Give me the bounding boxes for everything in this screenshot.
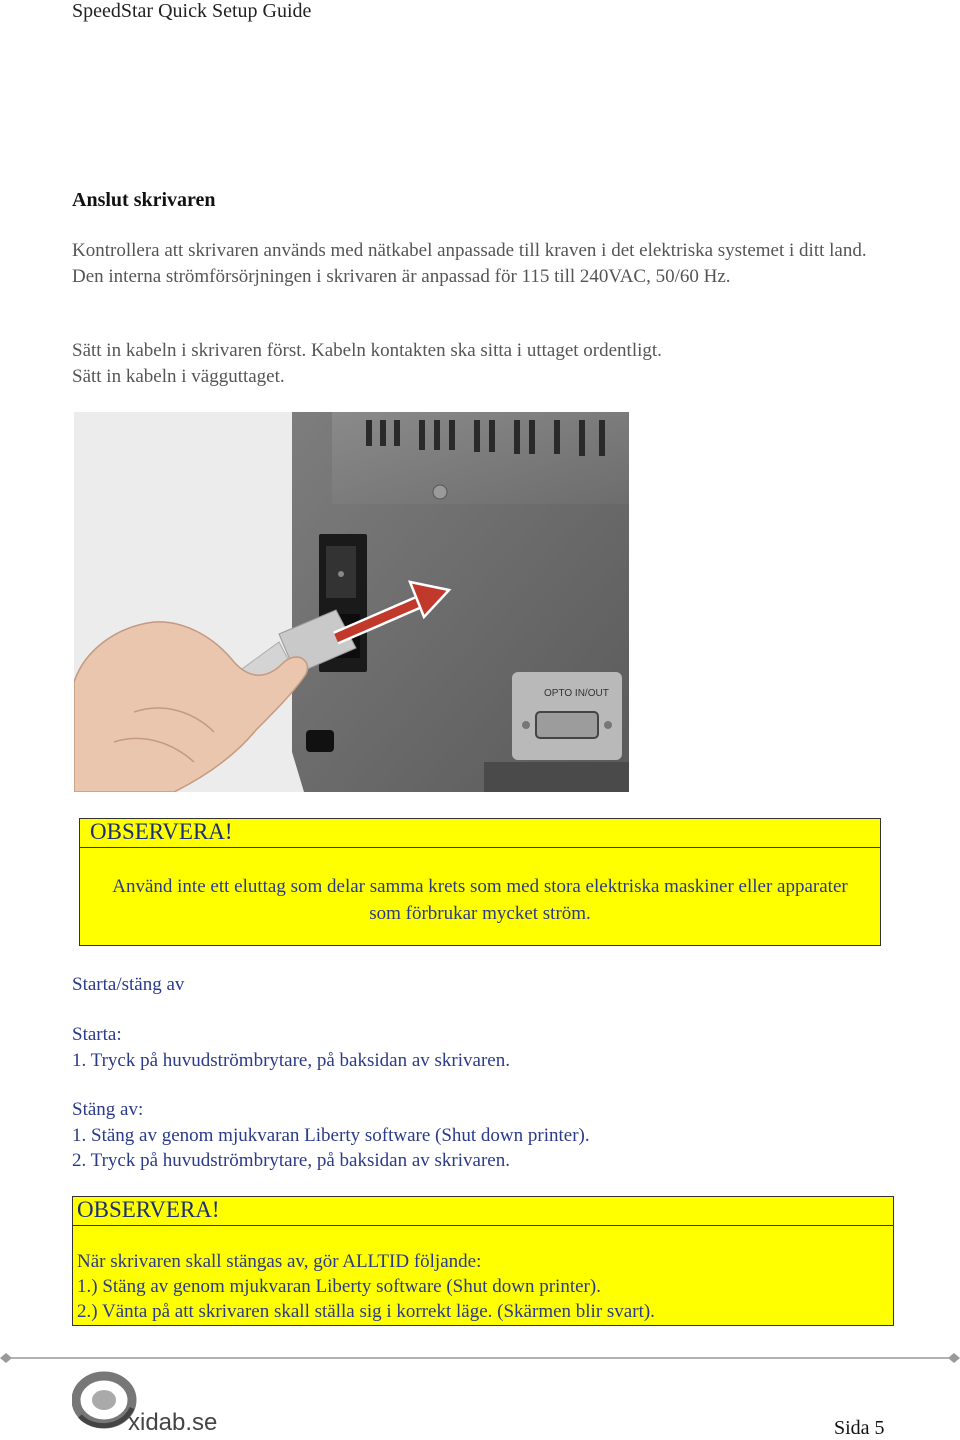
start-label: Starta: (72, 1024, 122, 1045)
warning-step: 1.) Stäng av genom mjukvaran Liberty software (Shut down printer). (77, 1276, 601, 1297)
page-number: Sida 5 (834, 1417, 885, 1439)
warning-step: 2.) Vänta på att skrivaren skall ställa sig i korrekt läge. (Skärmen blir svart). (77, 1301, 655, 1322)
xidab-logo (72, 1368, 222, 1434)
photo-illustration (74, 412, 629, 792)
document-header-title: SpeedStar Quick Setup Guide (72, 0, 312, 22)
warning-title: OBSERVERA! (90, 819, 233, 844)
warning-box-shutdown (72, 1196, 894, 1326)
connector-label: OPTO IN/OUT (544, 688, 609, 699)
logo-text: xidab.se (128, 1409, 218, 1434)
xidab-logo-icon (72, 1368, 222, 1434)
warning-body (77, 1249, 889, 1324)
stop-label: Stäng av: (72, 1099, 144, 1120)
warning-title: OBSERVERA! (77, 1197, 220, 1222)
warning-body: Använd inte ett eluttag som delar samma krets som med stora elektriska maskiner eller apparater som förbrukar mycket ström. (112, 876, 848, 924)
power-heading: Starta/stäng av (72, 974, 185, 995)
paragraph-insert-cable (72, 338, 902, 390)
paragraph-line: Sätt in kabeln i skrivaren först. Kabeln kontakten ska sitta i uttaget ordentligt. (72, 340, 662, 361)
start-step: 1. Tryck på huvudströmbrytare, på baksidan av skrivaren. (72, 1050, 510, 1071)
warning-divider (80, 847, 880, 848)
paragraph-cable-requirements: Kontrollera att skrivaren används med nätkabel anpassade till kraven i det elektriska systemet i ditt land. Den interna strömförsörjningen i skrivaren är anpassad för 115 till 240VAC, 50/60 Hz. (72, 240, 867, 287)
paragraph-line: Sätt in kabeln i vägguttaget. (72, 366, 285, 387)
printer-power-cable-photo (74, 412, 629, 792)
footer-divider (0, 1352, 960, 1364)
section-heading: Anslut skrivaren (72, 189, 216, 211)
stop-step: 1. Stäng av genom mjukvaran Liberty software (Shut down printer). (72, 1125, 590, 1146)
warning-intro: När skrivaren skall stängas av, gör ALLTID följande: (77, 1251, 482, 1272)
warning-box-shared-circuit (79, 818, 881, 946)
stop-step: 2. Tryck på huvudströmbrytare, på baksidan av skrivaren. (72, 1150, 510, 1171)
warning-divider (73, 1225, 893, 1226)
